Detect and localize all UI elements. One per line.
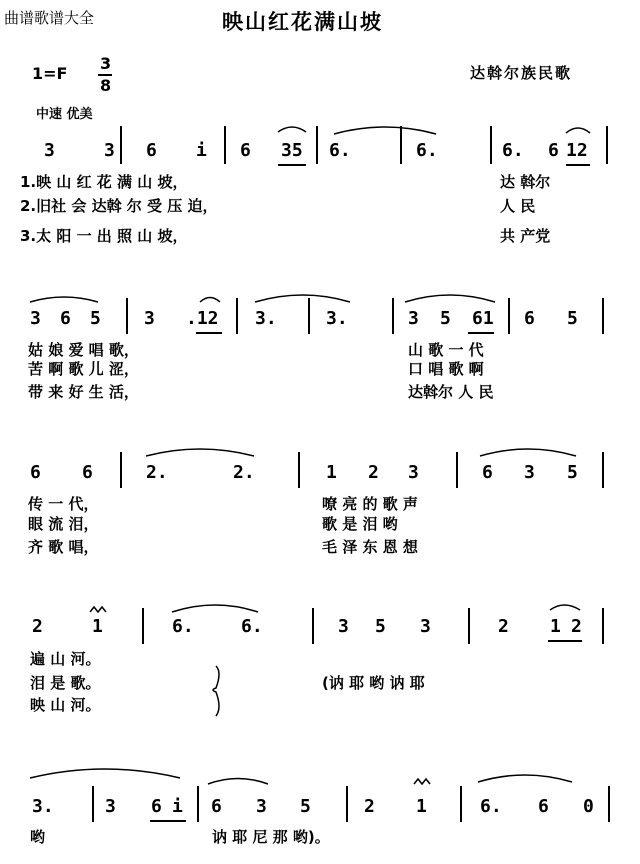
note: 3.: [32, 796, 54, 817]
note: 6: [482, 462, 493, 483]
note: 6: [30, 462, 41, 483]
note: 2: [32, 616, 43, 637]
note: 2: [364, 796, 375, 817]
tie-arc: [30, 769, 180, 778]
note: 5: [567, 462, 578, 483]
tie-arc: [550, 605, 580, 610]
note: 6: [60, 308, 71, 329]
note: 6: [151, 796, 162, 817]
note: 1: [92, 616, 103, 637]
tie-arc: [566, 128, 590, 133]
lyric-line: 3.太 阳 一 出 照 山 坡，: [20, 227, 188, 245]
tie-arc: [405, 295, 495, 302]
tie-arc: [480, 449, 576, 456]
note: 61: [472, 308, 494, 329]
lyric-line: 遍 山 河。: [30, 650, 101, 668]
note: 3: [338, 616, 349, 637]
note: 12: [566, 140, 588, 161]
tie-arc: [278, 127, 306, 132]
lyric-line: (讷 耶 哟 讷 耶: [322, 674, 425, 692]
note: 2.: [233, 462, 255, 483]
lyric-brace: [213, 666, 219, 716]
lyric-line: 毛 泽 东 恩 想: [322, 538, 418, 556]
note: 3: [105, 796, 116, 817]
note: 0: [583, 796, 594, 817]
note: 3: [408, 462, 419, 483]
lyric-line: 1.映 山 红 花 满 山 坡，: [20, 173, 188, 191]
ornament-icon: [90, 607, 106, 612]
note: .12: [186, 308, 219, 329]
lyric-line: 泪 是 歌。: [30, 674, 101, 692]
note: 2.: [146, 462, 168, 483]
lyric-line: 传 一 代，: [28, 495, 99, 513]
tie-arc: [255, 295, 350, 302]
note: 2: [498, 616, 509, 637]
lyric-line: 山 歌 一 代: [408, 341, 484, 359]
note: 5: [375, 616, 386, 637]
tie-arc: [30, 297, 98, 302]
note: 3: [408, 308, 419, 329]
tie-arc: [208, 779, 268, 785]
lyric-line: 讷 耶 尼 那 哟)。: [212, 828, 330, 846]
note: 2: [368, 462, 379, 483]
note: 6.: [329, 140, 351, 161]
note: 3: [30, 308, 41, 329]
lyric-line: 共 产党: [500, 227, 551, 245]
note: 6: [146, 140, 157, 161]
note: 35: [281, 140, 303, 161]
note: 6.: [416, 140, 438, 161]
lyric-line: 哟: [30, 828, 46, 846]
note: 3.: [326, 308, 348, 329]
note: 5: [567, 308, 578, 329]
song-title: 映山红花满山坡: [222, 10, 383, 34]
note: 1: [416, 796, 427, 817]
lyric-line: 眼 流 泪，: [28, 515, 99, 533]
ornament-icon: [414, 779, 430, 784]
note: 5: [440, 308, 451, 329]
lyric-line: 口 唱 歌 啊: [408, 360, 484, 378]
lyric-line: 达斡尔 人 民: [408, 383, 494, 401]
lyric-line: 苦 啊 歌 儿 涩，: [28, 360, 139, 378]
note: i: [172, 796, 183, 817]
note: 3: [524, 462, 535, 483]
tie-arc: [146, 449, 254, 456]
note: 3: [420, 616, 431, 637]
lyric-line: 人 民: [500, 197, 536, 215]
tempo-marking: 中速 优美: [36, 107, 93, 122]
note: 1: [550, 616, 561, 637]
note: 6: [240, 140, 251, 161]
lyric-line: 嘹 亮 的 歌 声: [322, 495, 418, 513]
watermark-text: 曲谱歌谱大全: [4, 9, 95, 27]
lyric-line: 歌 是 泪 哟: [322, 515, 398, 533]
note: 3: [256, 796, 267, 817]
note: 3: [104, 140, 115, 161]
note: 6.: [172, 616, 194, 637]
note: 6.: [241, 616, 263, 637]
note: 6: [524, 308, 535, 329]
note: 3: [144, 308, 155, 329]
lyric-line: 姑 娘 爱 唱 歌，: [28, 341, 139, 359]
lyric-line: 带 来 好 生 活，: [28, 383, 139, 401]
note: 3: [44, 140, 55, 161]
key-signature: 1=F: [32, 64, 68, 83]
lyric-line: 达 斡尔: [500, 173, 551, 191]
note: 6: [548, 140, 559, 161]
tie-arc: [478, 775, 572, 782]
tie-arc: [200, 298, 220, 303]
tie-arc: [334, 127, 436, 134]
note: 3.: [255, 308, 277, 329]
note: 5: [300, 796, 311, 817]
time-signature-top: 3: [100, 54, 112, 73]
note: 6.: [502, 140, 524, 161]
time-signature-bottom: 8: [100, 76, 112, 95]
note: 5: [90, 308, 101, 329]
note: 6: [538, 796, 549, 817]
note: i: [196, 140, 207, 161]
lyric-line: 齐 歌 唱，: [28, 538, 99, 556]
tie-arc: [172, 605, 258, 612]
note: 1: [326, 462, 337, 483]
note: 6.: [480, 796, 502, 817]
note: 2: [571, 616, 582, 637]
lyric-line: 映 山 河。: [30, 696, 101, 714]
note: 6: [82, 462, 93, 483]
lyric-line: 2.旧社 会 达斡 尔 受 压 迫，: [20, 197, 218, 215]
song-attribution: 达斡尔族民歌: [470, 64, 573, 82]
note: 6: [211, 796, 222, 817]
